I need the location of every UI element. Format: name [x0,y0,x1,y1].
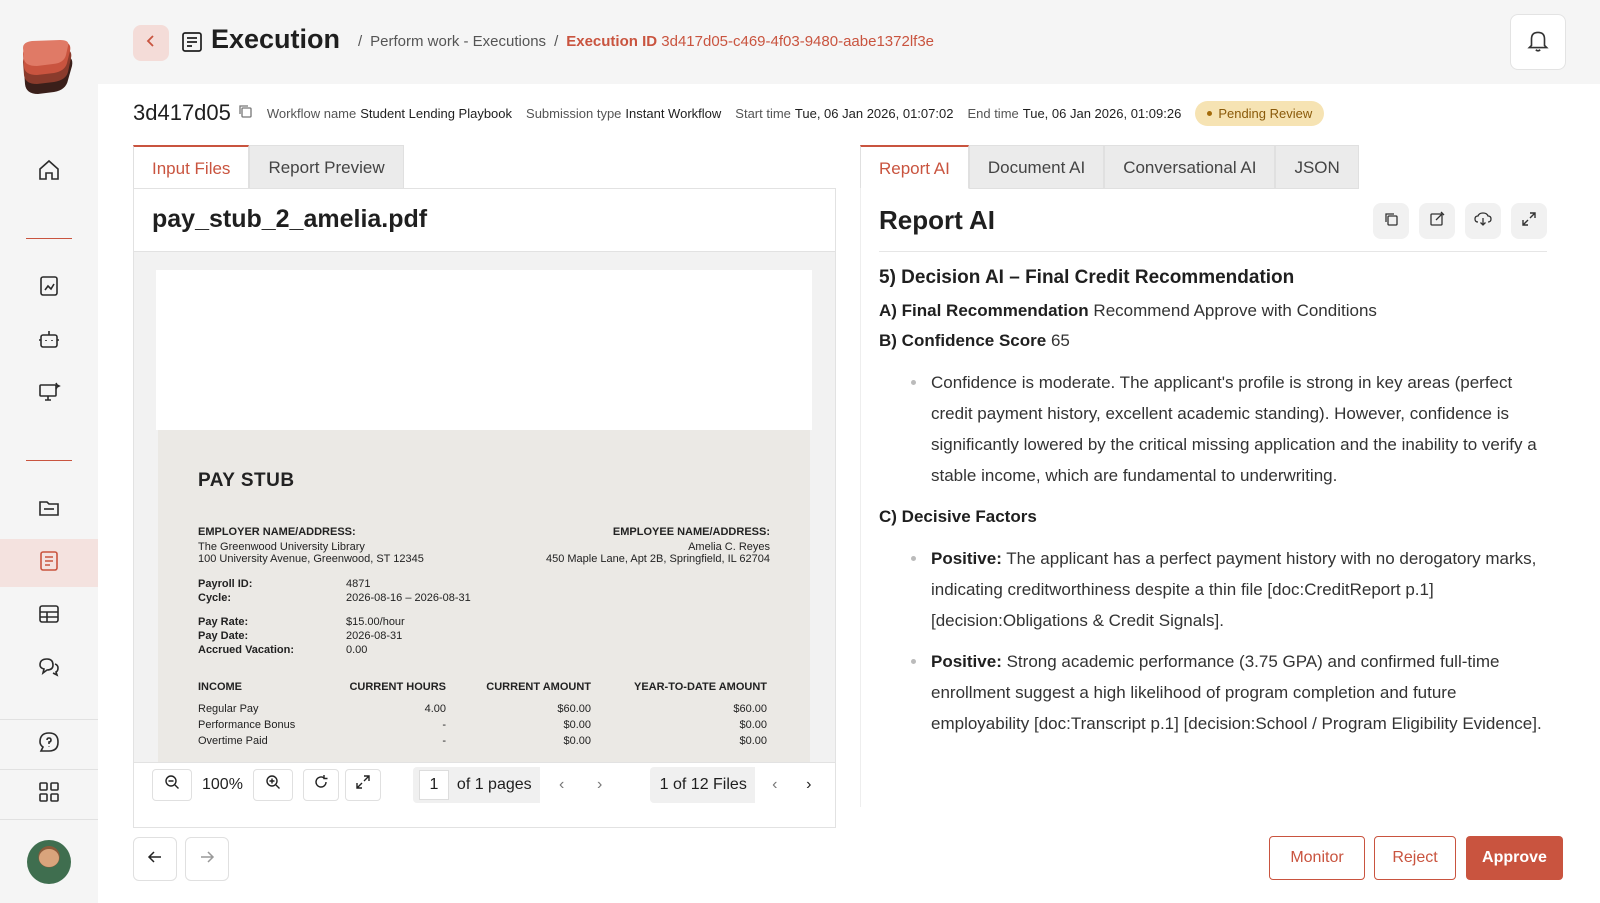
income-cell: $60.00 [733,703,767,715]
report-content [879,267,1549,755]
sidebar-item-files[interactable] [0,486,98,534]
help-icon [37,730,61,759]
page-pager [413,767,622,803]
sidebar-item-workbench[interactable] [0,370,98,418]
list-item [931,543,1549,636]
sidebar-divider [26,238,72,239]
file-name: pay_stub_2_amelia.pdf [152,205,428,233]
recommendation-value: Recommend Approve with Conditions [1093,301,1377,320]
income-cell: $0.00 [739,735,767,747]
notifications-button[interactable] [1510,14,1566,70]
income-cell: Overtime Paid [198,735,268,747]
report-section-heading: 5) Decision AI – Final Credit Recommendation [879,267,1295,288]
sidebar-item-help[interactable] [0,720,98,768]
payroll-id-value: 4871 [346,578,371,590]
expand-report-button[interactable] [1511,203,1547,239]
reject-button[interactable]: Reject [1374,836,1456,880]
tab-report-preview[interactable]: Report Preview [249,145,403,189]
breadcrumb: / Perform work - Executions / Execution ID 3d417d05-c469-4f03-9480-aabe1372lf3e [358,33,934,50]
sidebar [0,0,98,903]
input-files-panel [133,145,836,828]
employee-label: EMPLOYEE NAME/ADDRESS: [612,526,770,538]
cloud-download-icon [1474,211,1492,232]
fullscreen-button[interactable] [345,769,381,801]
sidebar-item-home[interactable] [0,148,98,196]
sidebar-divider [0,819,98,820]
arrow-right-icon [199,849,215,870]
approve-button[interactable]: Approve [1466,836,1563,880]
tab-report-ai[interactable]: Report AI [860,145,969,189]
robot-icon [37,327,61,356]
cycle-value: 2026-08-16 – 2026-08-31 [346,592,471,604]
zoom-in-icon [265,774,281,795]
pay-rate-value: $15.00/hour [346,616,405,628]
employer-address: 100 University Avenue, Greenwood, ST 12345 [198,553,424,565]
sidebar-divider [26,460,72,461]
next-file-button[interactable]: › [806,775,812,793]
execution-meta [133,100,1324,126]
list-document-icon [180,30,204,54]
status-badge [1195,101,1324,126]
start-time-value: Tue, 06 Jan 2026, 01:07:02 [794,105,954,121]
page-total: of 1 pages [456,775,532,793]
chevron-left-icon [144,34,158,53]
monitor-sparkle-icon [37,380,61,409]
download-report-button[interactable] [1465,203,1501,239]
cycle-label: Cycle: [198,592,232,604]
rotate-icon [313,774,329,795]
home-icon [37,158,61,187]
sidebar-item-chat[interactable] [0,645,98,693]
breadcrumb-current-label: Execution ID [566,33,658,50]
confidence-label: B) Confidence Score [879,331,1047,350]
main-content [98,84,1600,903]
header [98,0,1600,84]
income-cell: Regular Pay [198,703,259,715]
report-title: Report AI [879,205,996,235]
sidebar-item-agents[interactable] [0,317,98,365]
employee-name: Amelia C. Reyes [688,541,770,553]
zoom-in-button[interactable] [253,769,293,801]
sidebar-item-tables[interactable] [0,592,98,640]
factor-text: The applicant has a perfect payment history with no derogatory marks, indicating creditworthiness despite a thin file [doc:CreditReport p.1] [decision:Obligations & Credit Signals]. [931,549,1537,630]
edit-icon [1429,211,1445,232]
income-cell: Performance Bonus [198,719,296,731]
income-cell: $0.00 [563,735,591,747]
zoom-out-icon [164,774,180,795]
right-tabs [860,145,1565,189]
sidebar-item-reports[interactable] [0,264,98,312]
tab-conversational-ai[interactable]: Conversational AI [1104,145,1275,189]
factor-text: Strong academic performance (3.75 GPA) and confirmed full-time enrollment suggest a high likelihood of program completion and future employability [doc:Transcript p.1] [decision:School / Program Eligibility Evidence]. [931,652,1542,733]
page-number-input[interactable]: 1 [419,770,449,800]
income-cell: - [442,719,446,731]
report-panel [860,145,1565,807]
end-time-value: Tue, 06 Jan 2026, 01:09:26 [1022,105,1182,121]
pay-stub-page [158,430,810,762]
grid-icon [37,780,61,809]
prev-file-button[interactable]: ‹ [772,775,778,793]
left-tabs [133,145,836,189]
sidebar-item-executions[interactable] [0,539,98,587]
status-badge-label: Pending Review [1218,105,1313,121]
breadcrumb-current-id: 3d417d05-c469-4f03-9480-aabe1372lf3e [661,33,934,50]
income-cell: $0.00 [739,719,767,731]
copy-icon [1383,211,1399,232]
back-button[interactable] [133,25,169,61]
submission-value: Instant Workflow [625,105,722,121]
pay-rate-label: Pay Rate: [198,616,249,628]
arrow-left-icon [147,849,163,870]
workflow-label: Workflow name [266,105,357,121]
next-execution-button[interactable] [185,837,229,881]
list-document-icon [37,549,61,578]
zoom-level[interactable]: 100% [194,769,251,801]
viewer-toolbar [134,762,835,806]
submission-label: Submission type [526,105,622,121]
breadcrumb-executions[interactable]: Perform work - Executions [370,33,547,50]
income-cell: 4.00 [424,703,446,715]
list-item: Confidence is moderate. The applicant's profile is strong in key areas (perfect credit payment history, excellent academic standing). However, confidence is significantly lowered by the critical missing application and the inability to verify a stable income, which are fundamental to underwriting. [931,367,1549,491]
vacation-label: Accrued Vacation: [198,644,294,656]
doc-title: PAY STUB [198,470,295,491]
factor-lead: Positive: [931,549,1002,568]
brand-logo[interactable] [20,40,76,96]
expand-icon [1521,211,1537,232]
rotate-button[interactable] [303,769,339,801]
income-cell: $60.00 [557,703,591,715]
income-header: CURRENT AMOUNT [486,681,591,693]
income-header: CURRENT HOURS [349,681,446,693]
employer-name: The Greenwood University Library [198,541,365,553]
vacation-value: 0.00 [346,644,368,656]
payroll-id-label: Payroll ID: [198,578,253,590]
bell-icon [1525,27,1551,58]
start-time-label: Start time [735,105,791,121]
factor-lead: Positive: [931,652,1002,671]
expand-icon [355,774,371,795]
document-page-blank [156,270,812,430]
employee-address: 450 Maple Lane, Apt 2B, Springfield, IL 62704 [545,553,770,565]
income-table [198,679,770,749]
income-header: YEAR-TO-DATE AMOUNT [633,681,767,693]
income-header: INCOME [198,681,242,693]
copy-icon[interactable] [237,103,253,124]
zoom-out-button[interactable] [152,769,192,801]
execution-short-id: 3d417d05 [133,100,231,125]
employer-label: EMPLOYER NAME/ADDRESS: [198,526,356,538]
pay-date-label: Pay Date: [198,630,249,642]
income-cell: $0.00 [563,719,591,731]
sidebar-item-apps[interactable] [0,770,98,818]
recommendation-label: A) Final Recommendation [879,301,1089,320]
table-icon [37,602,61,631]
tab-json[interactable]: JSON [1275,145,1358,189]
folder-icon [37,496,61,525]
workflow-value: Student Lending Playbook [360,105,513,121]
avatar[interactable] [27,840,71,884]
confidence-value: 65 [1050,331,1070,350]
decisive-factors-label: C) Decisive Factors [879,507,1037,526]
file-count: 1 of 12 Files [659,775,747,793]
edit-report-button[interactable] [1419,203,1455,239]
prev-page-button[interactable]: ‹ [558,775,565,793]
copy-report-button[interactable] [1373,203,1409,239]
previous-execution-button[interactable] [133,837,177,881]
monitor-button[interactable]: Monitor [1269,836,1365,880]
end-time-label: End time [967,105,1019,121]
document-chart-icon [37,274,61,303]
pay-date-value: 2026-08-31 [346,630,403,642]
tab-document-ai[interactable]: Document AI [969,145,1104,189]
chat-bubbles-icon [37,655,61,684]
next-page-button[interactable]: › [596,775,603,793]
list-item [931,646,1549,739]
page-title: Execution [211,24,341,54]
tab-input-files[interactable]: Input Files [133,145,249,189]
file-pager [650,767,829,803]
document-viewer[interactable] [134,252,835,762]
income-cell: - [442,735,446,747]
